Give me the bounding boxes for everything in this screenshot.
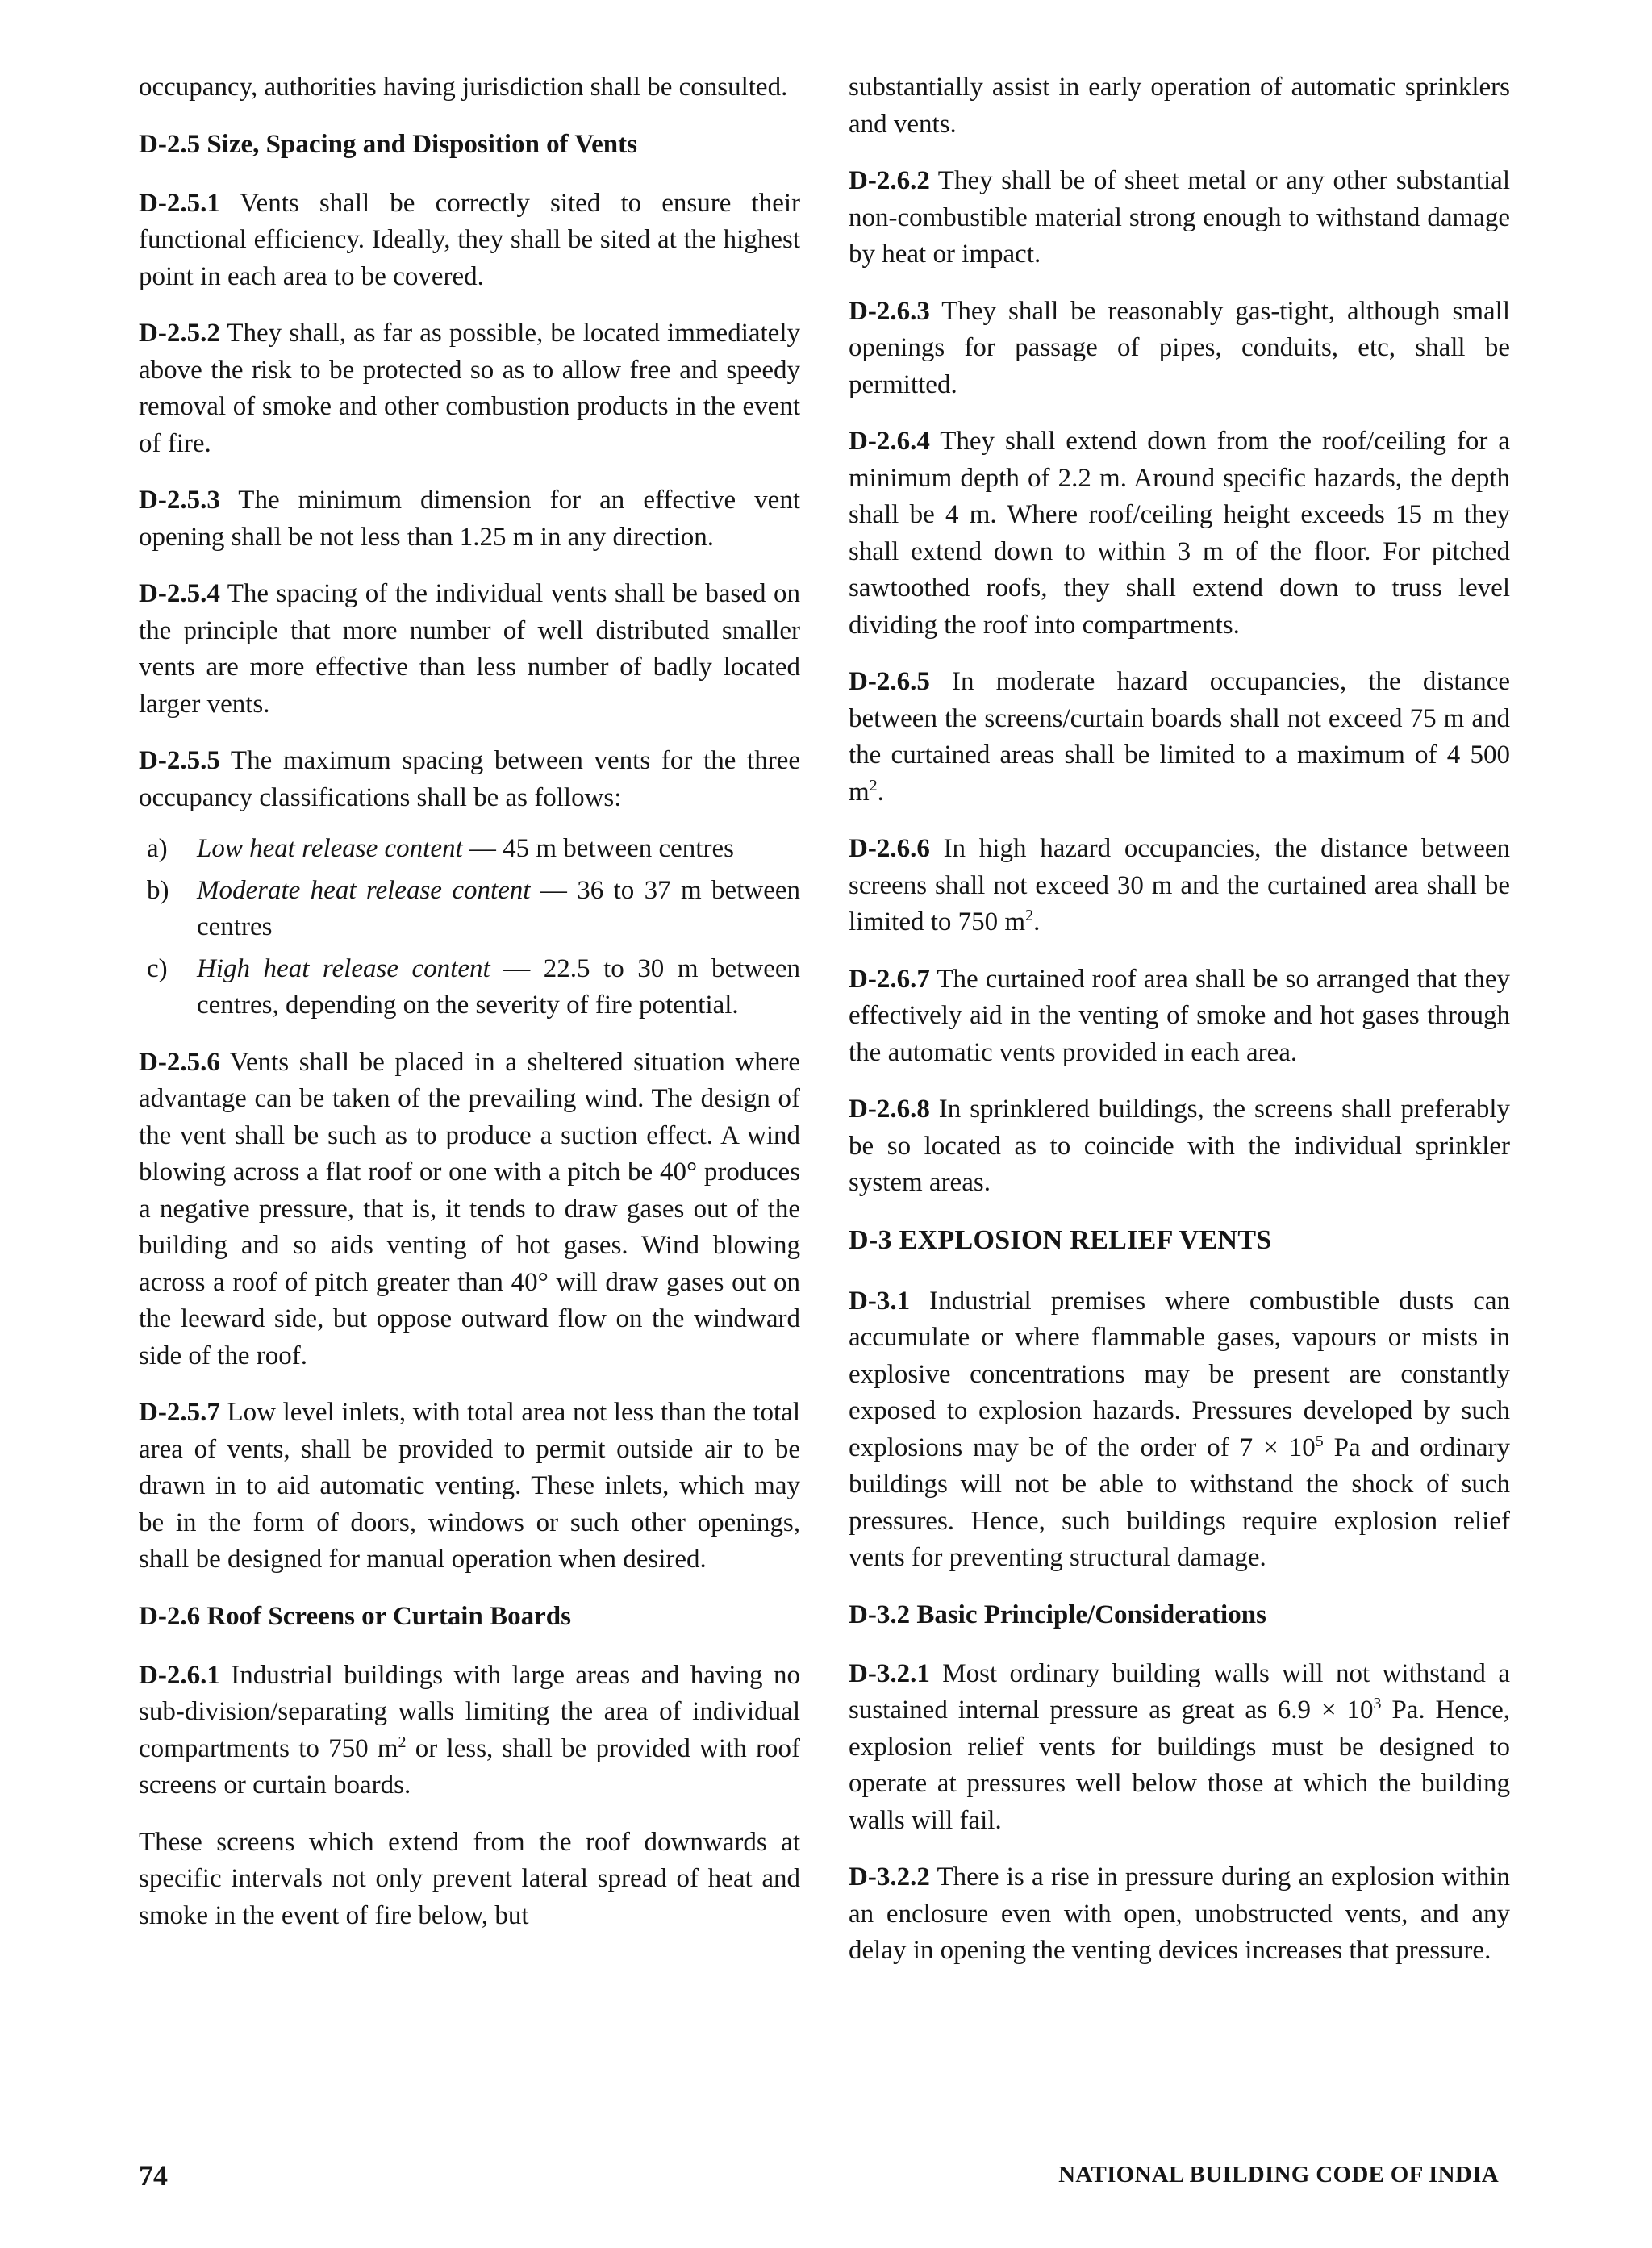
clause-d-2-5-4: [139, 576, 800, 723]
clause-number: D-3.1: [849, 1286, 911, 1316]
clause-text: Pa and ordinary buildings will not be able to withstand the shock of such pressures. Hence, such buildings require explosion relief vents for preventing structural damage.: [849, 1433, 1510, 1572]
clause-d-2-5-1: [139, 186, 800, 296]
paragraph-continuation: occupancy, authorities having jurisdiction shall be consulted.: [139, 73, 788, 102]
paragraph-screens: These screens which extend from the roof downwards at specific intervals not only prevent lateral spread of heat and smoke in the event of fire below, but: [139, 1827, 800, 1930]
clause-number: D-2.5.1: [139, 188, 220, 218]
clause-d-2-5-3: [139, 482, 800, 556]
page-number: 74: [139, 2159, 168, 2192]
list-item: [139, 951, 800, 1024]
clause-number: D-2.6.3: [849, 296, 930, 326]
superscript: 2: [398, 1733, 407, 1751]
list-term: Moderate heat release content: [197, 875, 531, 905]
clause-number: D-2.6.4: [849, 427, 930, 456]
clause-number: D-2.6.6: [849, 834, 930, 863]
clause-d-2-6-3: [849, 294, 1510, 404]
clause-d-2-6-7: [849, 961, 1510, 1072]
spacing-list: [139, 831, 800, 1024]
clause-text: Industrial premises where combustible dusts can accumulate or where flammable gases, vapours or mists in explosive concentrations may be present are constantly exposed to explosion hazards. Pressures developed by such explosions may be of the order of 7 × 10: [849, 1286, 1510, 1462]
clause-d-3-2-1: [849, 1656, 1510, 1840]
clause-d-3-2-2: [849, 1859, 1510, 1970]
clause-text: .: [1033, 907, 1041, 936]
list-marker: a): [147, 834, 168, 863]
clause-number: D-3.2.1: [849, 1658, 930, 1688]
clause-text: In moderate hazard occupancies, the distance between the screens/curtain boards shall not exceed 75 m and the curtained areas shall be limited to a maximum of 4 500 m: [849, 667, 1510, 807]
clause-number: D-2.5.2: [139, 319, 220, 348]
clause-text: The curtained roof area shall be so arranged that they effectively aid in the venting of smoke and hot gases through the automatic vents provided in each area.: [849, 964, 1510, 1067]
clause-text: They shall extend down from the roof/ceiling for a minimum depth of 2.2 m. Around specific hazards, the depth shall be 4 m. Where roof/ceiling height exceeds 15 m they shall extend down to within 3 m of the floor. For pitched sawtoothed roofs, they shall extend down to truss level dividing the roof into compartments.: [849, 427, 1510, 640]
clause-text: The minimum dimension for an effective vent opening shall be not less than 1.25 m in any direction.: [139, 486, 800, 552]
clause-number: D-2.5.6: [139, 1047, 220, 1077]
clause-text: They shall be reasonably gas-tight, although small openings for passage of pipes, conduits, etc, shall be permitted.: [849, 296, 1510, 399]
clause-number: D-2.5.7: [139, 1398, 220, 1427]
clause-text: In sprinklered buildings, the screens shall preferably be so located as to coincide with the individual sprinkler system areas.: [849, 1095, 1510, 1197]
superscript: 5: [1315, 1432, 1324, 1450]
paragraph-continuation: substantially assist in early operation of automatic sprinklers and vents.: [849, 73, 1510, 139]
running-footer-title: NATIONAL BUILDING CODE OF INDIA: [1058, 2162, 1499, 2188]
superscript: 2: [869, 776, 878, 795]
left-column: [139, 69, 800, 1954]
list-text: — 36 to 37 m between centres: [197, 875, 801, 941]
clause-text: The maximum spacing between vents for the three occupancy classifications shall be as follows:: [139, 746, 800, 812]
clause-number: D-2.6.7: [849, 964, 930, 994]
clause-d-2-6-1: [139, 1658, 800, 1804]
clause-text: Industrial buildings with large areas and having no sub-division/separating walls limiting the area of individual compartments to 750 m: [139, 1660, 800, 1763]
superscript: 3: [1373, 1695, 1382, 1712]
clause-number: D-2.5.5: [139, 746, 220, 775]
clause-number: D-2.6.5: [849, 667, 930, 696]
list-marker: b): [147, 875, 169, 905]
clause-number: D-2.6.2: [849, 166, 930, 195]
clause-d-2-5-7: [139, 1395, 800, 1579]
clause-d-2-5-2: [139, 315, 800, 462]
section-heading-d-2-6: D-2.6 Roof Screens or Curtain Boards: [139, 1601, 571, 1631]
clause-text: Vents shall be placed in a sheltered situation where advantage can be taken of the prevailing wind. The design of the vent shall be such as to produce a suction effect. A wind blowing across a flat roof or one with a pitch be 40° produces a negative pressure, that is, it tends to draw gases out of the building and so aids venting of hot gases. Wind blowing across a roof of pitch greater than 40° will draw gases out on the leeward side, but oppose outward flow on the windward side of the roof.: [139, 1047, 800, 1370]
clause-text: The spacing of the individual vents shall be based on the principle that more number of well distributed smaller vents are more effective than less number of badly located larger vents.: [139, 579, 800, 719]
section-heading-d-2-5: D-2.5 Size, Spacing and Disposition of Vents: [139, 129, 637, 159]
clause-d-2-6-6: [849, 831, 1510, 941]
clause-d-3-1: [849, 1283, 1510, 1577]
clause-number: D-2.6.8: [849, 1095, 930, 1124]
list-item: [139, 873, 800, 946]
clause-text: They shall, as far as possible, be located immediately above the risk to be protected so as to allow free and speedy removal of smoke and other combustion products in the event of fire.: [139, 319, 800, 458]
clause-number: D-3.2.2: [849, 1862, 930, 1891]
list-term: High heat release content: [197, 953, 490, 983]
list-marker: c): [147, 953, 168, 983]
list-text: — 22.5 to 30 m between centres, depending on the severity of fire potential.: [197, 953, 801, 1020]
clause-d-2-6-5: [849, 664, 1510, 811]
clause-text: There is a rise in pressure during an explosion within an enclosure even with open, unobstructed vents, and any delay in opening the venting devices increases that pressure.: [849, 1862, 1510, 1965]
clause-text: Most ordinary building walls will not withstand a sustained internal pressure as great as 6.9 × 10: [849, 1658, 1510, 1725]
clause-d-2-6-4: [849, 423, 1510, 644]
right-column: [849, 69, 1510, 1990]
clause-d-2-6-8: [849, 1091, 1510, 1202]
list-text: — 45 m between centres: [462, 834, 734, 863]
clause-text: Pa. Hence, explosion relief vents for buildings must be designed to operate at pressures well below those at which the building walls will fail.: [849, 1695, 1510, 1835]
list-item: [139, 831, 800, 868]
clause-number: D-2.5.3: [139, 486, 220, 515]
section-heading-d-3-2: D-3.2 Basic Principle/Considerations: [849, 1599, 1266, 1629]
clause-text: .: [877, 777, 884, 807]
superscript: 2: [1025, 907, 1034, 924]
clause-d-2-6-2: [849, 163, 1510, 273]
clause-text: They shall be of sheet metal or any other substantial non-combustible material strong enough to withstand damage by heat or impact.: [849, 166, 1510, 269]
clause-number: D-2.6.1: [139, 1660, 220, 1690]
clause-d-2-5-6: [139, 1045, 800, 1375]
list-term: Low heat release content: [197, 834, 463, 863]
section-heading-d-3: D-3 EXPLOSION RELIEF VENTS: [849, 1224, 1272, 1255]
clause-text: Low level inlets, with total area not less than the total area of vents, shall be provided to permit outside air to be drawn in to aid automatic venting. These inlets, which may be in the form of doors, windows or such other openings, shall be designed for manual operation when desired.: [139, 1398, 800, 1574]
clause-number: D-2.5.4: [139, 579, 220, 608]
clause-text: Vents shall be correctly sited to ensure their functional efficiency. Ideally, they shall be sited at the highest point in each area to be covered.: [139, 188, 800, 291]
clause-text: or less, shall be provided with roof screens or curtain boards.: [139, 1733, 800, 1800]
clause-d-2-5-5: [139, 743, 800, 816]
clause-text: In high hazard occupancies, the distance between screens shall not exceed 30 m and the curtained area shall be limited to 750 m: [849, 834, 1510, 936]
